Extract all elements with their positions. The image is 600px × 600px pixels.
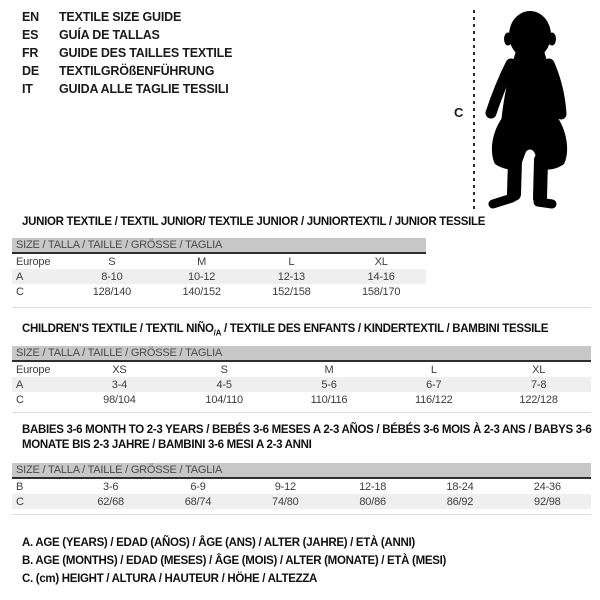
lang-title: TEXTILGRÖßENFÜHRUNG	[59, 64, 215, 78]
lang-title: GUIDA ALLE TAGLIE TESSILI	[59, 82, 229, 96]
babies-table	[12, 479, 591, 509]
row-label-cell: C	[16, 495, 24, 508]
title-text: CHILDREN'S TEXTILE / TEXTIL NIÑO	[22, 323, 214, 335]
baby-silhouette-icon	[478, 8, 578, 210]
value-cell: 9-12	[274, 480, 296, 493]
value-cell: 92/98	[534, 495, 561, 508]
value-cell: 68/74	[184, 495, 212, 508]
lang-code: FR	[22, 46, 39, 60]
legend-line-a: A. AGE (YEARS) / EDAD (AÑOS) / ÂGE (ANS) / ALTER (JAHRE) / ETÀ (ANNI)	[22, 537, 415, 549]
value-cell: 10-12	[188, 270, 216, 283]
table-row	[12, 254, 426, 269]
value-cell: 86/92	[446, 495, 474, 508]
height-measure-dashed-line	[473, 10, 475, 212]
lang-code: EN	[22, 10, 39, 24]
value-cell: 128/140	[92, 285, 132, 298]
value-cell: 3-6	[103, 480, 119, 493]
value-cell: 18-24	[446, 480, 474, 493]
value-cell: 158/170	[361, 285, 401, 298]
table-separator	[12, 412, 591, 413]
title-subscript: /A	[213, 328, 222, 338]
row-label-cell: C	[16, 285, 24, 298]
value-cell: 140/152	[182, 285, 221, 298]
value-cell: XL	[532, 363, 546, 376]
lang-code: ES	[22, 28, 39, 42]
children-table	[12, 362, 591, 407]
value-cell: 152/158	[272, 285, 311, 298]
value-cell: 116/122	[415, 393, 453, 406]
lang-title: GUIDE DES TAILLES TEXTILE	[59, 46, 233, 60]
junior-table-title: JUNIOR TEXTILE / TEXTIL JUNIOR/ TEXTILE JUNIOR / JUNIORTEXTIL / JUNIOR TESSILE	[22, 216, 486, 228]
lang-row-fr	[22, 44, 232, 62]
size-header-bar: SIZE / TALLA / TAILLE / GRÖSSE / TAGLIA	[12, 463, 591, 479]
value-cell: S	[220, 363, 228, 376]
lang-title: GUÍA DE TALLAS	[59, 28, 160, 42]
value-cell: M	[197, 255, 207, 268]
table-row	[12, 377, 591, 392]
value-cell: XS	[112, 363, 127, 376]
value-cell: 4-5	[216, 378, 232, 391]
value-cell: M	[324, 363, 334, 376]
language-title-list	[22, 8, 232, 98]
value-cell: 24-36	[533, 480, 561, 493]
table-row	[12, 479, 591, 494]
value-cell: 74/80	[272, 495, 299, 508]
junior-size-table	[12, 238, 426, 299]
value-cell: 12-13	[277, 270, 305, 283]
lang-title: TEXTILE SIZE GUIDE	[59, 10, 182, 24]
value-cell: XL	[374, 255, 388, 268]
babies-table-title: BABIES 3-6 MONTH TO 2-3 YEARS / BEBÉS 3-6 MESES A 2-3 AÑOS / BÉBÉS 3-6 MOIS À 2-3 ANS / BABYS 3-6 MONATE BIS 2-3 JAHRE / BAMBINI 3-6 MESI A 2-3 ANNI	[22, 424, 592, 451]
table-row	[12, 494, 591, 509]
value-cell: 5-6	[321, 378, 337, 391]
value-cell: 12-18	[359, 480, 387, 493]
row-label-cell: Europe	[16, 363, 51, 376]
value-cell: 3-4	[111, 378, 128, 391]
lang-code: DE	[22, 64, 39, 78]
legend-line-c: C. (cm) HEIGHT / ALTURA / HAUTEUR / HÖHE / ALTEZZA	[22, 573, 318, 585]
row-label-cell: A	[16, 378, 24, 391]
table-separator	[12, 514, 591, 515]
lang-row-it	[22, 80, 232, 98]
legend-block	[22, 534, 446, 588]
table-row	[12, 269, 426, 284]
table-row	[12, 362, 591, 377]
value-cell: 62/68	[97, 495, 124, 508]
row-label-cell: B	[16, 480, 24, 493]
value-cell: S	[108, 255, 116, 268]
table-row	[12, 392, 591, 407]
value-cell: 110/116	[310, 393, 348, 406]
row-label-cell: Europe	[16, 255, 51, 268]
table-row	[12, 284, 426, 299]
value-cell: 8-10	[101, 270, 123, 283]
value-cell: 6-9	[190, 480, 206, 493]
table-separator	[12, 307, 591, 308]
legend-line-b: B. AGE (MONTHS) / EDAD (MESES) / ÂGE (MOIS) / ALTER (MONATE) / ETÀ (MESI)	[22, 555, 447, 567]
children-size-table	[12, 346, 591, 407]
size-header-bar: SIZE / TALLA / TAILLE / GRÖSSE / TAGLIA	[12, 238, 426, 254]
lang-row-es	[22, 26, 232, 44]
value-cell: L	[430, 363, 437, 376]
lang-code: IT	[22, 82, 33, 96]
value-cell: 80/86	[359, 495, 386, 508]
value-cell: L	[288, 255, 295, 268]
lang-row-en	[22, 8, 232, 26]
babies-size-table	[12, 463, 591, 509]
title-text: / TEXTILE DES ENFANTS / KINDERTEXTIL / BAMBINI TESSILE	[221, 323, 549, 335]
value-cell: 6-7	[426, 378, 442, 391]
value-cell: 122/128	[519, 393, 558, 406]
children-table-title	[22, 322, 600, 340]
size-header-bar: SIZE / TALLA / TAILLE / GRÖSSE / TAGLIA	[12, 346, 591, 362]
lang-row-de	[22, 62, 232, 80]
value-cell: 7-8	[530, 378, 547, 391]
value-cell: 98/104	[103, 393, 136, 406]
value-cell: 14-16	[367, 270, 395, 283]
row-label-cell: A	[16, 270, 24, 283]
junior-table	[12, 254, 426, 299]
height-measure-label: C	[454, 105, 464, 120]
value-cell: 104/110	[205, 393, 243, 406]
row-label-cell: C	[16, 393, 24, 406]
